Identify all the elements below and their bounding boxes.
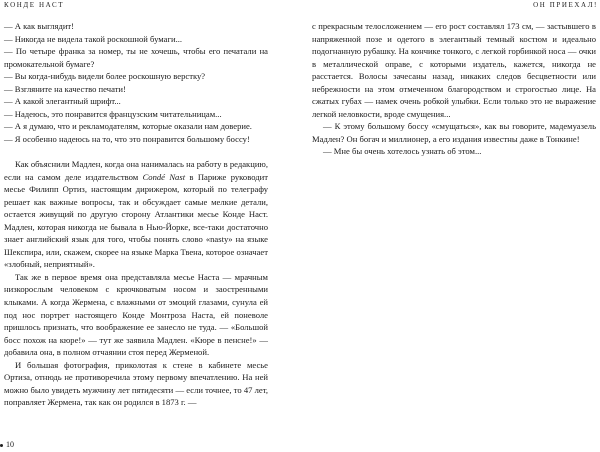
page-number <box>0 440 14 449</box>
left-page <box>0 0 292 452</box>
right-page <box>304 0 600 452</box>
right-text-block <box>312 20 596 158</box>
dialogue-line: — Вы когда-нибудь видели более роскошную верстку? <box>4 71 206 82</box>
section-break <box>4 145 268 158</box>
running-head-left: КОНДЕ НАСТ <box>4 1 65 9</box>
narrative-paragraph-2: Так же в первое время она представляла месье Наста — мрачным низкорослым человеком с крючковатым носом и заостренными клыками. А когда Жермена, с влажными от эмоций глазами, сунула ей под нос портрет настоящего Конде Монтроза Наста, ей поневоле пришлось признать, что воображение ее занесло не туда. — «Большой босс похож на кюре!» — тут же заявила Мадлен. «Кюре в пенсне!» — добавила она, в полном отчаянии стоя перед Жерменой. <box>4 271 268 358</box>
magazine-name: Condé Nast <box>142 171 186 182</box>
narrative-paragraph-3: И большая фотография, приколотая к стене в кабинете месье Ортиза, отнюдь не противоречила этому первому впечатлению. На ней можно было увидеть мужчину лет пятидесяти — если точнее, то 47 лет, поправляет Жермена, так как он родился в 1873 г. — <box>4 359 268 408</box>
dialogue-line: — По четыре франка за номер, ты не хочешь, чтобы его печатали на промокательной бумаге? <box>4 46 268 69</box>
page-number-text: 10 <box>6 440 14 449</box>
bullet-icon <box>0 444 3 447</box>
left-text-block <box>4 20 268 409</box>
narrative-text: Как объяснили Мадлен, когда она нанималась на работу в редакцию, если на самом деле издательством <box>4 158 268 182</box>
narrative-paragraph-continued: с прекрасным телосложением — его рост составлял 173 см, — застывшего в напряженной позе и одетого в элегантный темный костюм и идеально подогнанную рубашку. На кончике тонкого, с легкой горбинкой носа — очки в металлической оправе, с которыми издатель, кажется, никогда не расстается. Волосы зачесаны назад, никаких следов бесцветности или небрежности на этом отмеченном благородством и строгостью лице. На сжатых губах — намек очень робкой улыбки. Если только это не выражение легкой неловкости, вроде смущения... <box>312 21 596 119</box>
narrative-paragraph-1 <box>4 158 268 271</box>
dialogue-line: — Никогда не видела такой роскошной бумаги... <box>4 33 183 44</box>
dialogue-line: — А какой элегантный шрифт... <box>4 96 121 107</box>
narrative-text: в Париже руководит месье Филипп Ортиз, настоящим дирижером, который по телеграфу решает как важные вопросы, так и обсуждает самые мелкие детали, остается живущий по другую сторону Атлантики месье Конде Наст. Мадлен, которая никогда не бывала в Нью-Йорке, все-таки достаточно знает английский язык для того, чтобы понять слово «nasty» на языке Шекспира, или, скажем, скорее на языке Марка Твена, которое означает «злобный, неприятный». <box>4 171 268 270</box>
dialogue-line: — А я думаю, что и рекламодателям, которые оказали нам доверие. <box>4 121 252 132</box>
dialogue-line: — А как выглядит! <box>4 21 75 31</box>
dialogue-line: — Взгляните на качество печати! <box>4 83 126 94</box>
dialogue-line: — Надеюсь, это понравится французским читательницам... <box>4 108 222 119</box>
dialogue-line: — К этому большому боссу «смущаться», как вы говорите, мадемуазель Мадлен? Он богач и миллионер, а его издания известны даже в Тонкине! <box>312 121 596 144</box>
running-head-right: ОН ПРИЕХАЛ! <box>533 1 598 9</box>
dialogue-line: — Я особенно надеюсь на то, что это понравится большому боссу! <box>4 133 250 144</box>
dialogue-line: — Мне бы очень хотелось узнать об этом... <box>323 146 482 157</box>
